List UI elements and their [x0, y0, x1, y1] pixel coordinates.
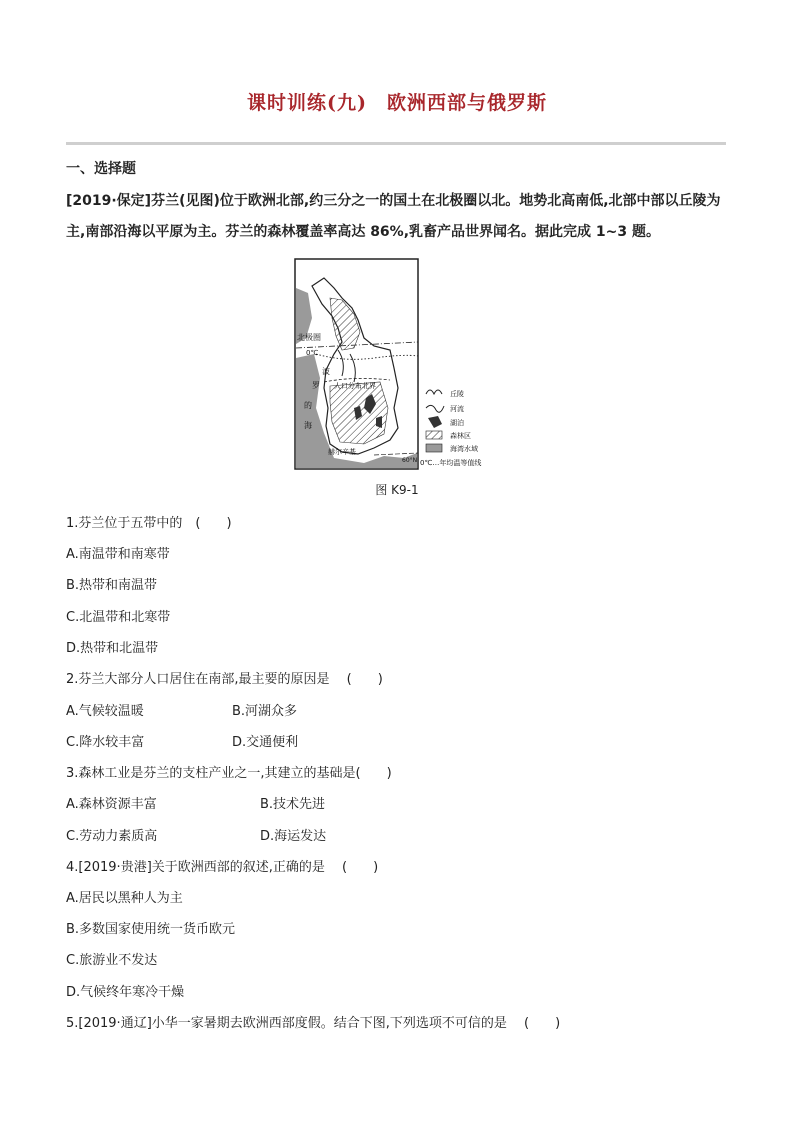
- q2-option-d: D.交通便利: [232, 735, 299, 750]
- q4-option-a: A.居民以黑种人为主: [66, 891, 183, 906]
- map-label-bo: 波: [322, 367, 330, 376]
- forest-legend-icon: [426, 431, 442, 439]
- question-2: 2.芬兰大部分人口居住在南部,最主要的原因是 ( ): [66, 672, 383, 687]
- question-4: 4.[2019·贵港]关于欧洲西部的叙述,正确的是 ( ): [66, 860, 379, 875]
- q3-option-b: B.技术先进: [260, 797, 326, 812]
- map-label-hai: 海: [304, 421, 312, 430]
- map-label-zero: 0℃: [306, 349, 319, 357]
- question-5: 5.[2019·通辽]小华一家暑期去欧洲西部度假。结合下图,下列选项不可信的是 ( ): [66, 1016, 561, 1031]
- title-divider: [66, 142, 726, 145]
- q1-option-a: A.南温带和南寒带: [66, 547, 170, 562]
- legend-isotherm: 0℃…年均温等值线: [420, 459, 482, 467]
- bay-legend-icon: [426, 444, 442, 452]
- hill-legend-icon: [426, 390, 442, 394]
- map-label-de: 的: [304, 401, 312, 410]
- section-heading: 一、选择题: [66, 161, 136, 177]
- intro-paragraph: [66, 186, 734, 248]
- legend-river: 河流: [450, 405, 464, 413]
- intro-line-1: [2019·保定]芬兰(见图)位于欧洲北部,约三分之一的国土在北极圈以北。地势北高南低,北部中部以丘陵为: [66, 193, 721, 209]
- q1-option-c: C.北温带和北寒带: [66, 610, 171, 625]
- question-3: 3.森林工业是芬兰的支柱产业之一,其建立的基础是( ): [66, 766, 392, 781]
- intro-line-2: 主,南部沿海以平原为主。芬兰的森林覆盖率高达 86%,乳畜产品世界闻名。据此完成 1~3 题。: [66, 224, 660, 240]
- map-label-luo: 罗: [312, 381, 320, 390]
- q2-option-a: A.气候较温暖: [66, 704, 144, 719]
- figure-caption: 图 K9-1: [375, 483, 419, 497]
- q4-option-d: D.气候终年寒冷干燥: [66, 985, 185, 1000]
- legend-bay: 海湾水域: [450, 445, 478, 453]
- q4-option-b: B.多数国家使用统一货币欧元: [66, 922, 236, 937]
- river-legend-icon: [426, 405, 444, 412]
- q3-option-d: D.海运发达: [260, 829, 327, 844]
- legend-hill: 丘陵: [450, 390, 464, 398]
- q2-option-c: C.降水较丰富: [66, 735, 145, 750]
- map-label-lat: 60°N: [402, 457, 418, 464]
- finland-map: [294, 258, 522, 474]
- q1-option-b: B.热带和南温带: [66, 578, 158, 593]
- lake-legend-icon: [428, 416, 442, 428]
- map-label-population: 人口分布北界: [334, 382, 376, 390]
- q3-option-a: A.森林资源丰富: [66, 797, 157, 812]
- legend-lake: 湖泊: [450, 419, 464, 427]
- q2-option-b: B.河湖众多: [232, 704, 298, 719]
- question-1: 1.芬兰位于五带中的 ( ): [66, 516, 232, 531]
- page-title: 课时训练(九) 欧洲西部与俄罗斯: [247, 92, 547, 114]
- q1-option-d: D.热带和北温带: [66, 641, 159, 656]
- map-label-helsinki: 赫尔辛基: [328, 448, 356, 456]
- q3-option-c: C.劳动力素质高: [66, 829, 158, 844]
- map-label-arctic: 北极圈: [297, 333, 321, 342]
- q4-option-c: C.旅游业不发达: [66, 953, 158, 968]
- legend-forest: 森林区: [450, 432, 471, 440]
- map-legend: [420, 389, 481, 467]
